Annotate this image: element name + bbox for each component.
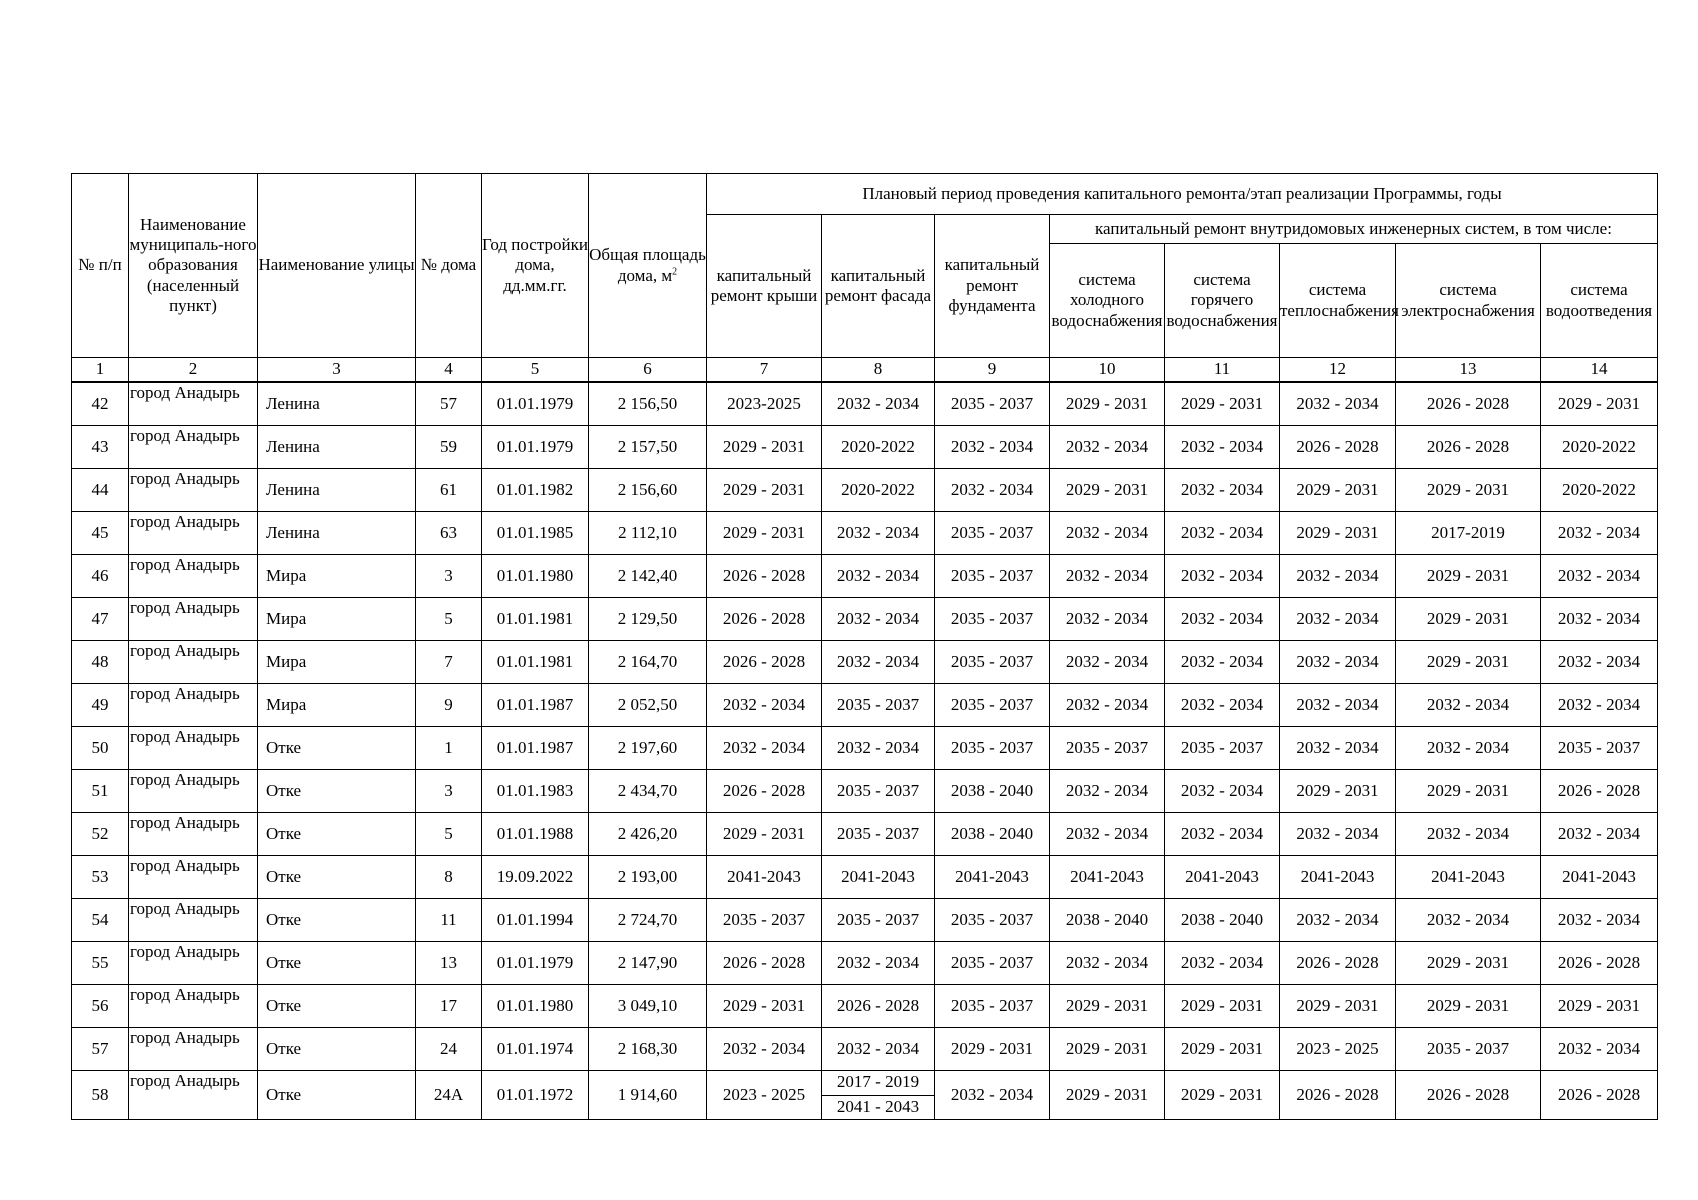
cell-facade: 2035 - 2037: [822, 684, 935, 727]
cell-facade: 2032 - 2034: [822, 727, 935, 770]
cell-cold-water: 2032 - 2034: [1050, 512, 1165, 555]
table-row: [72, 727, 1658, 770]
table-row: [72, 469, 1658, 512]
cell-roof: 2029 - 2031: [707, 985, 822, 1028]
cell-roof: 2029 - 2031: [707, 813, 822, 856]
cell-roof: 2026 - 2028: [707, 555, 822, 598]
table-row: [72, 512, 1658, 555]
cell-area: 2 052,50: [589, 684, 707, 727]
header-facade: капитальный ремонт фасада: [822, 215, 935, 358]
cell-house: 11: [416, 899, 482, 942]
cell-date: 01.01.1980: [482, 985, 589, 1028]
cell-roof: 2026 - 2028: [707, 942, 822, 985]
cell-cold-water: 2029 - 2031: [1050, 1028, 1165, 1071]
cell-facade-first: 2017 - 2019: [822, 1071, 934, 1096]
cell-street: Отке: [258, 1028, 416, 1071]
cell-area: 2 157,50: [589, 426, 707, 469]
header-hot-water: система горячего водоснабжения: [1165, 244, 1280, 358]
cell-street: Отке: [258, 770, 416, 813]
cell-house: 59: [416, 426, 482, 469]
cell-cold-water: 2032 - 2034: [1050, 684, 1165, 727]
header-house: № дома: [416, 174, 482, 358]
cell-area: 2 426,20: [589, 813, 707, 856]
cell-roof: 2032 - 2034: [707, 727, 822, 770]
cell-house: 8: [416, 856, 482, 899]
column-number: 1: [72, 358, 129, 383]
cell-foundation: 2032 - 2034: [935, 469, 1050, 512]
cell-foundation: 2035 - 2037: [935, 512, 1050, 555]
cell-foundation: 2038 - 2040: [935, 813, 1050, 856]
cell-drainage: 2026 - 2028: [1541, 942, 1658, 985]
cell-heating: 2041-2043: [1280, 856, 1396, 899]
cell-house: 3: [416, 770, 482, 813]
cell-heating: 2026 - 2028: [1280, 426, 1396, 469]
cell-roof: 2035 - 2037: [707, 899, 822, 942]
cell-street: Отке: [258, 899, 416, 942]
cell-area: 2 147,90: [589, 942, 707, 985]
cell-facade: 2032 - 2034: [822, 641, 935, 684]
table-row: [72, 555, 1658, 598]
cell-hot-water: 2032 - 2034: [1165, 813, 1280, 856]
cell-cold-water: 2032 - 2034: [1050, 942, 1165, 985]
cell-street: Мира: [258, 598, 416, 641]
table-row: [72, 1028, 1658, 1071]
header-foundation: капитальный ремонт фундамента: [935, 215, 1050, 358]
cell-hot-water: 2032 - 2034: [1165, 942, 1280, 985]
cell-drainage: 2026 - 2028: [1541, 770, 1658, 813]
column-number: 13: [1396, 358, 1541, 383]
cell-street: Отке: [258, 727, 416, 770]
cell-settlement: город Анадырь: [129, 382, 258, 426]
cell-drainage: 2032 - 2034: [1541, 684, 1658, 727]
cell-street: Ленина: [258, 382, 416, 426]
column-number: 7: [707, 358, 822, 383]
cell-electric: 2026 - 2028: [1396, 1071, 1541, 1120]
cell-date: 01.01.1979: [482, 942, 589, 985]
cell-heating: 2032 - 2034: [1280, 641, 1396, 684]
cell-house: 63: [416, 512, 482, 555]
cell-electric: 2029 - 2031: [1396, 598, 1541, 641]
cell-settlement: город Анадырь: [129, 856, 258, 899]
cell-foundation: 2035 - 2037: [935, 899, 1050, 942]
table-header: [72, 174, 1658, 383]
cell-cold-water: 2032 - 2034: [1050, 770, 1165, 813]
cell-hot-water: 2029 - 2031: [1165, 1071, 1280, 1120]
cell-foundation: 2032 - 2034: [935, 1071, 1050, 1120]
cell-drainage: 2026 - 2028: [1541, 1071, 1658, 1120]
cell-hot-water: 2029 - 2031: [1165, 1028, 1280, 1071]
header-street: Наименование улицы: [258, 174, 416, 358]
cell-foundation: 2029 - 2031: [935, 1028, 1050, 1071]
cell-settlement: город Анадырь: [129, 684, 258, 727]
table-body: [72, 382, 1658, 1120]
cell-house: 3: [416, 555, 482, 598]
cell-date: 01.01.1994: [482, 899, 589, 942]
cell-num: 47: [72, 598, 129, 641]
cell-drainage: 2032 - 2034: [1541, 555, 1658, 598]
cell-settlement: город Анадырь: [129, 813, 258, 856]
cell-electric: 2035 - 2037: [1396, 1028, 1541, 1071]
table-row: [72, 856, 1658, 899]
cell-settlement: город Анадырь: [129, 598, 258, 641]
table-row: [72, 598, 1658, 641]
cell-cold-water: 2032 - 2034: [1050, 555, 1165, 598]
column-number: 2: [129, 358, 258, 383]
cell-street: Отке: [258, 856, 416, 899]
cell-street: Отке: [258, 985, 416, 1028]
cell-hot-water: 2032 - 2034: [1165, 598, 1280, 641]
cell-settlement: город Анадырь: [129, 1028, 258, 1071]
cell-settlement: город Анадырь: [129, 641, 258, 684]
cell-facade: 2020-2022: [822, 469, 935, 512]
cell-drainage: 2035 - 2037: [1541, 727, 1658, 770]
header-num: № п/п: [72, 174, 129, 358]
cell-heating: 2032 - 2034: [1280, 555, 1396, 598]
cell-foundation: 2032 - 2034: [935, 426, 1050, 469]
cell-num: 51: [72, 770, 129, 813]
cell-num: 50: [72, 727, 129, 770]
cell-electric: 2041-2043: [1396, 856, 1541, 899]
header-period: Плановый период проведения капитального ремонта/этап реализации Программы, годы: [707, 174, 1658, 215]
cell-house: 13: [416, 942, 482, 985]
column-number: 6: [589, 358, 707, 383]
cell-electric: 2026 - 2028: [1396, 382, 1541, 426]
cell-street: Отке: [258, 942, 416, 985]
cell-num: 46: [72, 555, 129, 598]
cell-num: 44: [72, 469, 129, 512]
cell-electric: 2029 - 2031: [1396, 942, 1541, 985]
cell-area: 2 164,70: [589, 641, 707, 684]
cell-facade: 2032 - 2034: [822, 942, 935, 985]
cell-roof: 2032 - 2034: [707, 684, 822, 727]
table-row: [72, 942, 1658, 985]
cell-cold-water: 2032 - 2034: [1050, 426, 1165, 469]
column-number: 3: [258, 358, 416, 383]
cell-facade: 2032 - 2034: [822, 382, 935, 426]
cell-hot-water: 2032 - 2034: [1165, 641, 1280, 684]
table-row: [72, 985, 1658, 1028]
table-row: [72, 426, 1658, 469]
cell-electric: 2032 - 2034: [1396, 727, 1541, 770]
cell-electric: 2017-2019: [1396, 512, 1541, 555]
cell-date: 01.01.1981: [482, 641, 589, 684]
cell-num: 52: [72, 813, 129, 856]
cell-facade-split: [822, 1071, 935, 1120]
cell-facade: 2032 - 2034: [822, 555, 935, 598]
cell-date: 01.01.1979: [482, 426, 589, 469]
cell-settlement: город Анадырь: [129, 469, 258, 512]
cell-electric: 2032 - 2034: [1396, 684, 1541, 727]
cell-heating: 2032 - 2034: [1280, 727, 1396, 770]
cell-date: 01.01.1985: [482, 512, 589, 555]
cell-cold-water: 2029 - 2031: [1050, 1071, 1165, 1120]
cell-date: 01.01.1980: [482, 555, 589, 598]
cell-foundation: 2035 - 2037: [935, 598, 1050, 641]
column-number: 14: [1541, 358, 1658, 383]
cell-settlement: город Анадырь: [129, 985, 258, 1028]
cell-heating: 2029 - 2031: [1280, 770, 1396, 813]
cell-house: 61: [416, 469, 482, 512]
cell-roof: 2032 - 2034: [707, 1028, 822, 1071]
cell-area: 3 049,10: [589, 985, 707, 1028]
header-area-sup: 2: [672, 265, 678, 277]
cell-electric: 2029 - 2031: [1396, 985, 1541, 1028]
cell-cold-water: 2029 - 2031: [1050, 985, 1165, 1028]
table-row: [72, 641, 1658, 684]
cell-date: 01.01.1987: [482, 727, 589, 770]
cell-foundation: 2035 - 2037: [935, 641, 1050, 684]
cell-street: Мира: [258, 684, 416, 727]
cell-drainage: 2029 - 2031: [1541, 382, 1658, 426]
cell-area: 2 129,50: [589, 598, 707, 641]
cell-settlement: город Анадырь: [129, 426, 258, 469]
cell-house: 57: [416, 382, 482, 426]
cell-settlement: город Анадырь: [129, 1071, 258, 1120]
header-systems: капитальный ремонт внутридомовых инженерных систем, в том числе:: [1050, 215, 1658, 244]
cell-settlement: город Анадырь: [129, 512, 258, 555]
cell-facade: 2026 - 2028: [822, 985, 935, 1028]
cell-roof: 2026 - 2028: [707, 641, 822, 684]
cell-heating: 2032 - 2034: [1280, 598, 1396, 641]
cell-num: 42: [72, 382, 129, 426]
column-number: 11: [1165, 358, 1280, 383]
cell-facade: 2035 - 2037: [822, 770, 935, 813]
cell-cold-water: 2035 - 2037: [1050, 727, 1165, 770]
cell-area: 2 156,50: [589, 382, 707, 426]
cell-num: 55: [72, 942, 129, 985]
cell-settlement: город Анадырь: [129, 555, 258, 598]
cell-hot-water: 2032 - 2034: [1165, 770, 1280, 813]
cell-facade: 2032 - 2034: [822, 1028, 935, 1071]
cell-hot-water: 2029 - 2031: [1165, 382, 1280, 426]
cell-house: 9: [416, 684, 482, 727]
cell-hot-water: 2035 - 2037: [1165, 727, 1280, 770]
cell-num: 45: [72, 512, 129, 555]
cell-cold-water: 2032 - 2034: [1050, 598, 1165, 641]
cell-num: 48: [72, 641, 129, 684]
cell-heating: 2032 - 2034: [1280, 382, 1396, 426]
cell-house: 24: [416, 1028, 482, 1071]
cell-heating: 2032 - 2034: [1280, 684, 1396, 727]
cell-house: 1: [416, 727, 482, 770]
cell-num: 57: [72, 1028, 129, 1071]
cell-heating: 2029 - 2031: [1280, 512, 1396, 555]
cell-street: Ленина: [258, 469, 416, 512]
table-row-last: [72, 1071, 1658, 1120]
cell-electric: 2029 - 2031: [1396, 641, 1541, 684]
cell-electric: 2029 - 2031: [1396, 469, 1541, 512]
cell-facade: 2020-2022: [822, 426, 935, 469]
header-cold-water: система холодного водоснабжения: [1050, 244, 1165, 358]
cell-num: 58: [72, 1071, 129, 1120]
cell-foundation: 2035 - 2037: [935, 985, 1050, 1028]
cell-cold-water: 2038 - 2040: [1050, 899, 1165, 942]
cell-area: 2 197,60: [589, 727, 707, 770]
cell-electric: 2032 - 2034: [1396, 813, 1541, 856]
column-number: 9: [935, 358, 1050, 383]
cell-drainage: 2029 - 2031: [1541, 985, 1658, 1028]
cell-cold-water: 2029 - 2031: [1050, 469, 1165, 512]
cell-drainage: 2032 - 2034: [1541, 813, 1658, 856]
cell-roof: 2029 - 2031: [707, 426, 822, 469]
header-roof: капитальный ремонт крыши: [707, 215, 822, 358]
cell-foundation: 2035 - 2037: [935, 382, 1050, 426]
cell-street: Отке: [258, 813, 416, 856]
cell-area: 2 193,00: [589, 856, 707, 899]
cell-street: Ленина: [258, 512, 416, 555]
cell-settlement: город Анадырь: [129, 942, 258, 985]
cell-drainage: 2032 - 2034: [1541, 1028, 1658, 1071]
cell-roof: 2029 - 2031: [707, 469, 822, 512]
cell-cold-water: 2041-2043: [1050, 856, 1165, 899]
cell-area: 2 142,40: [589, 555, 707, 598]
cell-roof: 2026 - 2028: [707, 770, 822, 813]
cell-area: 2 156,60: [589, 469, 707, 512]
cell-foundation: 2035 - 2037: [935, 684, 1050, 727]
cell-roof: 2041-2043: [707, 856, 822, 899]
header-year: Год постройки дома, дд.мм.гг.: [482, 174, 589, 358]
cell-roof: 2023-2025: [707, 382, 822, 426]
cell-roof: 2029 - 2031: [707, 512, 822, 555]
cell-electric: 2029 - 2031: [1396, 770, 1541, 813]
cell-electric: 2026 - 2028: [1396, 426, 1541, 469]
cell-foundation: 2038 - 2040: [935, 770, 1050, 813]
cell-foundation: 2035 - 2037: [935, 555, 1050, 598]
cell-hot-water: 2032 - 2034: [1165, 426, 1280, 469]
cell-num: 49: [72, 684, 129, 727]
cell-heating: 2032 - 2034: [1280, 813, 1396, 856]
cell-foundation: 2035 - 2037: [935, 942, 1050, 985]
cell-house: 5: [416, 598, 482, 641]
cell-electric: 2032 - 2034: [1396, 899, 1541, 942]
cell-foundation: 2035 - 2037: [935, 727, 1050, 770]
table-row: [72, 899, 1658, 942]
cell-num: 53: [72, 856, 129, 899]
cell-hot-water: 2032 - 2034: [1165, 512, 1280, 555]
cell-date: 01.01.1983: [482, 770, 589, 813]
cell-date: 19.09.2022: [482, 856, 589, 899]
cell-drainage: 2041-2043: [1541, 856, 1658, 899]
cell-hot-water: 2038 - 2040: [1165, 899, 1280, 942]
cell-heating: 2023 - 2025: [1280, 1028, 1396, 1071]
cell-drainage: 2020-2022: [1541, 426, 1658, 469]
cell-cold-water: 2032 - 2034: [1050, 641, 1165, 684]
cell-foundation: 2041-2043: [935, 856, 1050, 899]
cell-date: 01.01.1987: [482, 684, 589, 727]
cell-drainage: 2032 - 2034: [1541, 899, 1658, 942]
table-row: [72, 382, 1658, 426]
cell-drainage: 2020-2022: [1541, 469, 1658, 512]
cell-date: 01.01.1982: [482, 469, 589, 512]
table-row: [72, 813, 1658, 856]
cell-facade: 2032 - 2034: [822, 598, 935, 641]
cell-settlement: город Анадырь: [129, 899, 258, 942]
header-drainage: система водоотведения: [1541, 244, 1658, 358]
cell-area: 2 724,70: [589, 899, 707, 942]
column-number: 4: [416, 358, 482, 383]
cell-hot-water: 2032 - 2034: [1165, 555, 1280, 598]
cell-area: 1 914,60: [589, 1071, 707, 1120]
cell-facade: 2032 - 2034: [822, 512, 935, 555]
cell-street: Ленина: [258, 426, 416, 469]
cell-facade-second: 2041 - 2043: [836, 1096, 920, 1116]
cell-cold-water: 2032 - 2034: [1050, 813, 1165, 856]
facade-split: [822, 1071, 934, 1119]
cell-area: 2 112,10: [589, 512, 707, 555]
column-number-row: [72, 358, 1658, 383]
cell-area: 2 434,70: [589, 770, 707, 813]
cell-facade: 2041-2043: [822, 856, 935, 899]
header-electric: система электроснабжения: [1396, 244, 1541, 358]
header-area-text: Общая площадь дома, м: [589, 245, 706, 285]
column-number: 12: [1280, 358, 1396, 383]
cell-drainage: 2032 - 2034: [1541, 512, 1658, 555]
cell-hot-water: 2041-2043: [1165, 856, 1280, 899]
cell-drainage: 2032 - 2034: [1541, 598, 1658, 641]
cell-house: 17: [416, 985, 482, 1028]
cell-settlement: город Анадырь: [129, 727, 258, 770]
cell-cold-water: 2029 - 2031: [1050, 382, 1165, 426]
cell-roof: 2023 - 2025: [707, 1071, 822, 1120]
cell-roof: 2026 - 2028: [707, 598, 822, 641]
cell-heating: 2026 - 2028: [1280, 942, 1396, 985]
header-area: [589, 174, 707, 358]
cell-num: 56: [72, 985, 129, 1028]
cell-street: Отке: [258, 1071, 416, 1120]
column-number: 5: [482, 358, 589, 383]
cell-house: 7: [416, 641, 482, 684]
cell-heating: 2029 - 2031: [1280, 469, 1396, 512]
cell-date: 01.01.1974: [482, 1028, 589, 1071]
cell-facade: 2035 - 2037: [822, 899, 935, 942]
cell-settlement: город Анадырь: [129, 770, 258, 813]
cell-area: 2 168,30: [589, 1028, 707, 1071]
column-number: 8: [822, 358, 935, 383]
header-heating: система теплоснабжения: [1280, 244, 1396, 358]
cell-electric: 2029 - 2031: [1396, 555, 1541, 598]
cell-hot-water: 2032 - 2034: [1165, 684, 1280, 727]
cell-street: Мира: [258, 555, 416, 598]
cell-heating: 2032 - 2034: [1280, 899, 1396, 942]
table-row: [72, 770, 1658, 813]
header-municipality: Наименование муниципаль-ного образования (населенный пункт): [129, 174, 258, 358]
cell-date: 01.01.1988: [482, 813, 589, 856]
cell-drainage: 2032 - 2034: [1541, 641, 1658, 684]
cell-hot-water: 2029 - 2031: [1165, 985, 1280, 1028]
cell-date: 01.01.1979: [482, 382, 589, 426]
cell-heating: 2029 - 2031: [1280, 985, 1396, 1028]
table-row: [72, 684, 1658, 727]
cell-facade: 2035 - 2037: [822, 813, 935, 856]
cell-num: 43: [72, 426, 129, 469]
cell-num: 54: [72, 899, 129, 942]
cell-hot-water: 2032 - 2034: [1165, 469, 1280, 512]
cell-date: 01.01.1972: [482, 1071, 589, 1120]
cell-street: Мира: [258, 641, 416, 684]
cell-house: 24А: [416, 1071, 482, 1120]
cell-date: 01.01.1981: [482, 598, 589, 641]
capital-repair-schedule-table: [71, 173, 1658, 1120]
column-number: 10: [1050, 358, 1165, 383]
cell-house: 5: [416, 813, 482, 856]
cell-heating: 2026 - 2028: [1280, 1071, 1396, 1120]
